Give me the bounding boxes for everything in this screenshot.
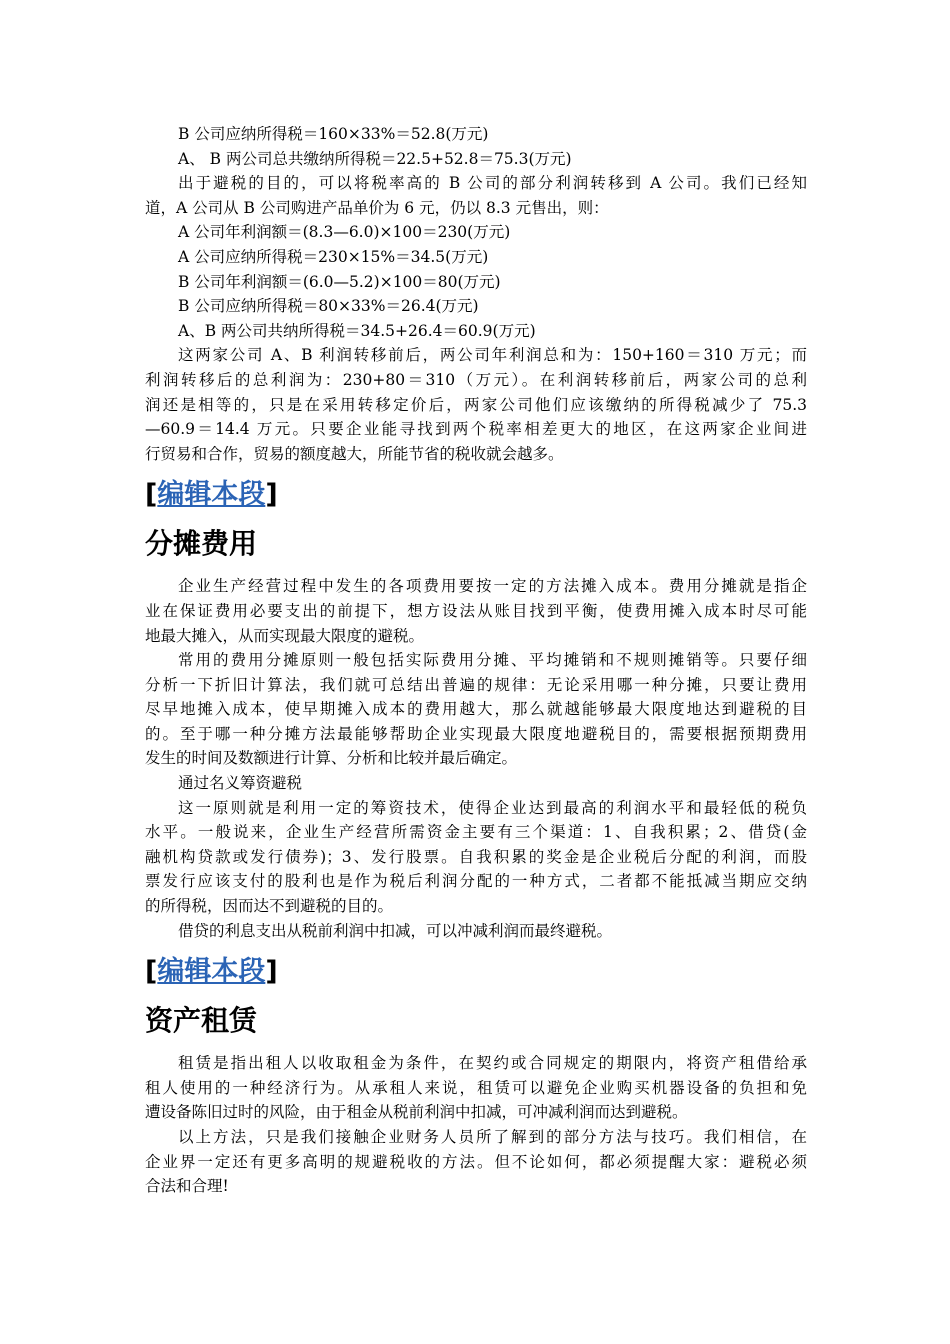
paragraph-line: 企业界一定还有更多高明的规避税收的方法。但不论如何，都必须提醒大家：避税必须 <box>145 1152 807 1171</box>
paragraph-line: 融机构贷款或发行债券)；3、发行股票。自我积累的奖金是企业税后分配的利润，而股 <box>145 847 807 866</box>
paragraph-line: 水平。一般说来，企业生产经营所需资金主要有三个渠道：1、自我积累；2、借贷(金 <box>145 823 807 842</box>
paragraph-line: 票发行应该支付的股利也是作为税后利润分配的一种方式，二者都不能抵减当期应交纳 <box>145 872 807 891</box>
subheading: 通过名义筹资避税 <box>178 774 303 793</box>
calc-line: A 公司应纳所得税＝230×15%＝34.5(万元) <box>178 247 489 266</box>
calc-line: B 公司应纳所得税＝160×33%＝52.8(万元) <box>178 125 489 143</box>
document-page <box>145 122 807 1199</box>
bracket-open: [ <box>145 956 158 988</box>
calc-line: A、B 两公司共纳所得税＝34.5+26.4＝60.9(万元) <box>178 321 536 340</box>
paragraph-line: 这两家公司 A、B 利润转移前后，两公司年利润总和为：150+160＝310 万元；而 <box>178 346 807 365</box>
calc-line: A、 B 两公司总共缴纳所得税＝22.5+52.8＝75.3(万元) <box>178 149 572 168</box>
edit-section-link <box>145 470 807 520</box>
section-heading: 分摊费用 <box>145 527 258 561</box>
paragraph-line: 租人使用的一种经济行为。从承租人来说，租赁可以避免企业购买机器设备的负担和免 <box>145 1078 807 1097</box>
paragraph-line: 这一原则就是利用一定的筹资技术，使得企业达到最高的利润水平和最轻低的税负 <box>178 798 807 817</box>
paragraph-line: 道，A 公司从 B 公司购进产品单价为 6 元，仍以 8.3 元售出，则： <box>145 198 609 217</box>
paragraph-line: 合法和合理! <box>145 1177 229 1196</box>
edit-section-link-text[interactable]: 编辑本段 <box>157 479 266 511</box>
calc-line: A 公司年利润额＝(8.3—6.0)×100＝230(万元) <box>178 223 511 242</box>
edit-section-link <box>145 947 807 997</box>
paragraph-line: 业在保证费用必要支出的前提下，想方设法从账目找到平衡，使费用摊入成本时尽可能 <box>145 601 807 620</box>
paragraph-line: 出于避税的目的，可以将税率高的 B 公司的部分利润转移到 A 公司。我们已经知 <box>178 174 807 193</box>
paragraph-line: 借贷的利息支出从税前利润中扣减，可以冲减利润而最终避税。 <box>178 921 613 940</box>
paragraph-line: 企业生产经营过程中发生的各项费用要按一定的方法摊入成本。费用分摊就是指企 <box>178 577 807 596</box>
calc-line: B 公司应纳所得税＝80×33%＝26.4(万元) <box>178 297 479 316</box>
calc-line: B 公司年利润额＝(6.0—5.2)×100＝80(万元) <box>178 272 501 291</box>
paragraph-line: 地最大摊入，从而实现最大限度的避税。 <box>145 626 425 645</box>
bracket-close: ] <box>265 956 278 988</box>
bracket-open: [ <box>145 479 158 511</box>
paragraph-line: 以上方法，只是我们接触企业财务人员所了解到的部分方法与技巧。我们相信，在 <box>178 1128 807 1146</box>
paragraph-line: 常用的费用分摊原则一般包括实际费用分摊、平均摊销和不规则摊销等。只要仔细 <box>178 651 807 670</box>
paragraph-line: 遭设备陈旧过时的风险，由于租金从税前利润中扣减，可冲减利润而达到避税。 <box>145 1103 688 1122</box>
paragraph-line: 租赁是指出租人以收取租金为条件，在契约或合同规定的期限内，将资产租借给承 <box>178 1054 807 1073</box>
paragraph-line: 的。至于哪一种分摊方法最能够帮助企业实现最大限度地避税目的，需要根据预期费用 <box>145 724 807 743</box>
paragraph-line: 尽早地摊入成本，使早期摊入成本的费用越大，那么就越能够最大限度地达到避税的目 <box>145 700 807 719</box>
paragraph-line: 润还是相等的，只是在采用转移定价后，两家公司他们应该缴纳的所得税减少了 75.3 <box>145 395 807 414</box>
paragraph-line: 的所得税，因而达不到避税的目的。 <box>145 897 394 916</box>
paragraph-line: 利润转移后的总利润为：230+80＝310（万元）。在利润转移前后，两家公司的总利 <box>145 370 807 389</box>
paragraph-line: 行贸易和合作，贸易的额度越大，所能节省的税收就会越多。 <box>145 444 564 463</box>
paragraph-line: —60.9＝14.4 万元。只要企业能寻找到两个税率相差更大的地区，在这两家企业间进 <box>145 420 807 439</box>
edit-section-link-text[interactable]: 编辑本段 <box>157 956 266 988</box>
paragraph-line: 发生的时间及数额进行计算、分析和比较并最后确定。 <box>145 749 518 768</box>
bracket-close: ] <box>265 479 278 511</box>
paragraph-line: 分析一下折旧计算法，我们就可总结出普遍的规律：无论采用哪一种分摊，只要让费用 <box>145 675 807 694</box>
section-heading: 资产租赁 <box>145 1004 258 1038</box>
